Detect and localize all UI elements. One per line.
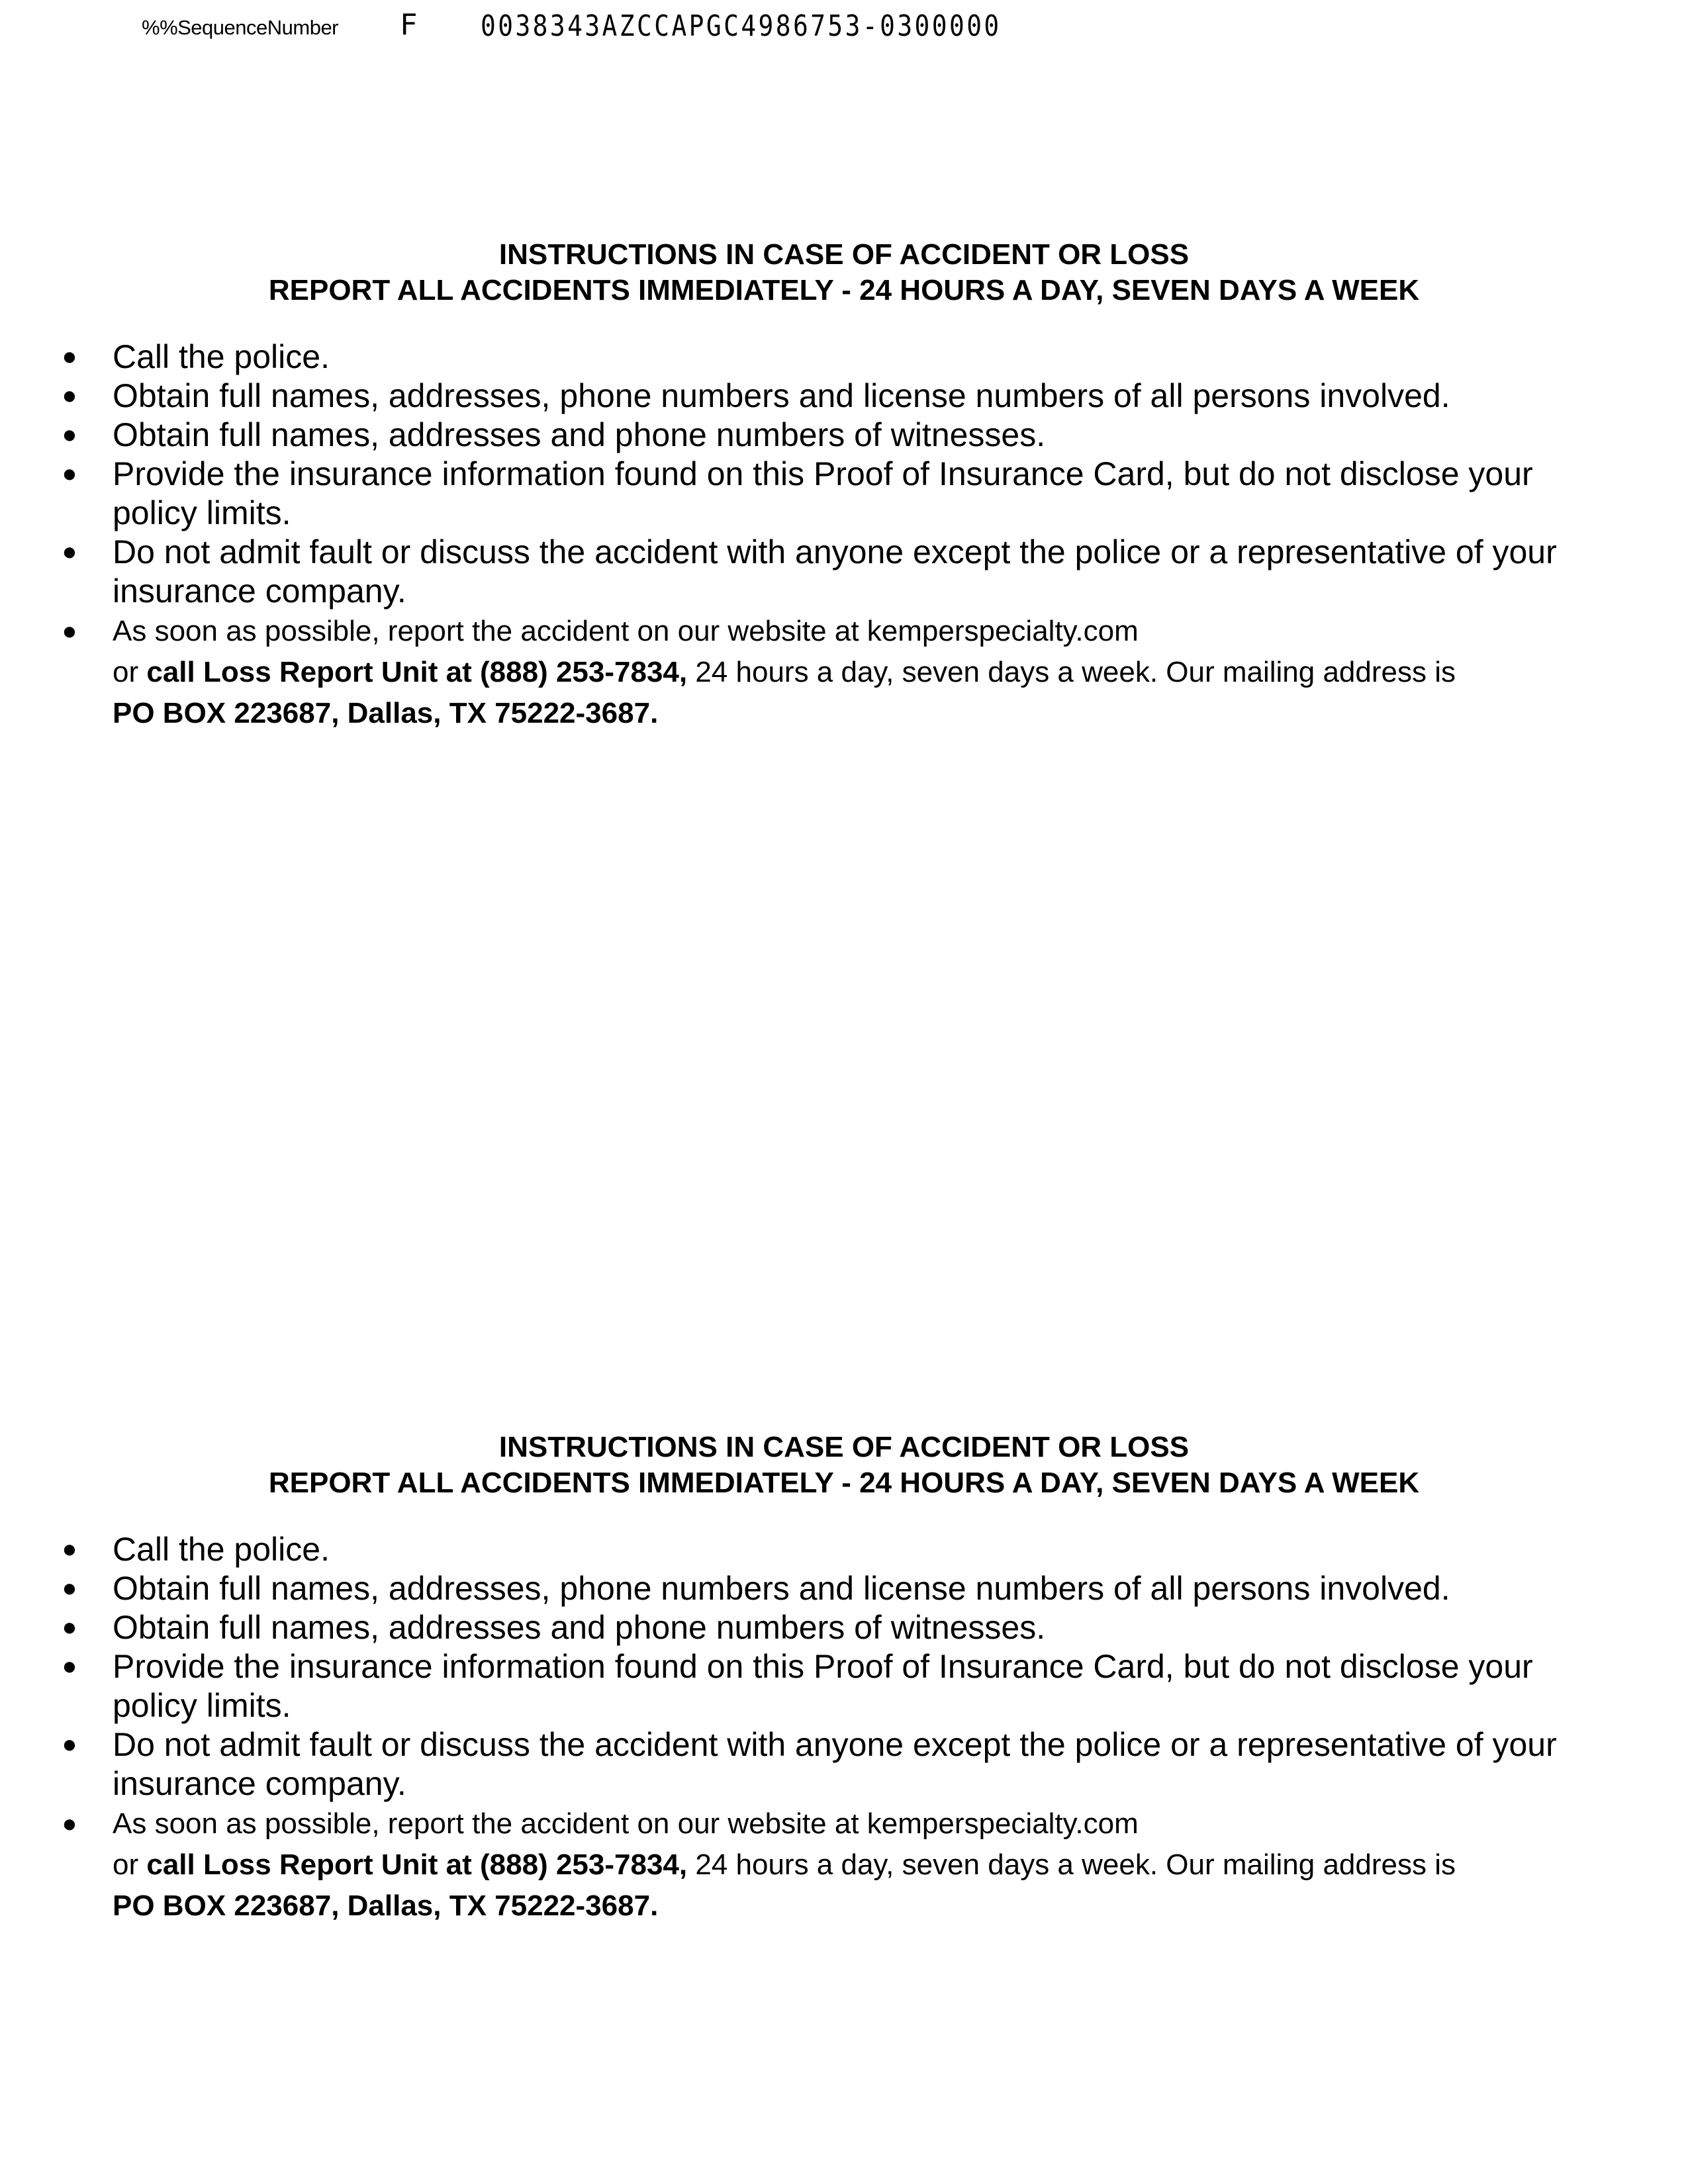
bullet-icon: ● <box>62 1574 77 1602</box>
list-item <box>0 1530 1688 1569</box>
loss-report-phone: call Loss Report Unit at (888) 253-7834, <box>146 1848 688 1881</box>
bullet-icon: ● <box>62 421 77 449</box>
bullet-icon: ● <box>62 343 77 371</box>
list-item <box>0 455 1688 533</box>
instructions-list <box>0 1530 1688 1927</box>
mailing-address: PO BOX 223687, Dallas, TX 75222-3687. <box>113 1889 659 1922</box>
report-website-line: As soon as possible, report the accident on our website at kemperspecialty.com <box>113 1807 1139 1840</box>
list-item-text: Obtain full names, addresses, phone numbers and license numbers of all persons involved. <box>113 377 1450 414</box>
list-item-text: Provide the insurance information found on this Proof of Insurance Card, but do not disclose your policy limits. <box>113 455 1533 531</box>
sequence-number-label: %%SequenceNumber <box>142 16 339 39</box>
list-item <box>0 533 1688 611</box>
bullet-icon: ● <box>62 1535 77 1563</box>
list-item <box>0 1569 1688 1608</box>
report-list-item <box>0 1803 1688 1927</box>
report-phone-line <box>113 1844 1595 1886</box>
bullet-icon: ● <box>62 1731 77 1758</box>
or-text: or <box>113 1848 147 1881</box>
list-item <box>0 1725 1688 1803</box>
list-item <box>0 1647 1688 1725</box>
sequence-code: 0038343AZCCAPGC4986753-0300000 <box>481 9 1002 43</box>
bullet-icon: ● <box>62 1614 77 1641</box>
sequence-flag: F <box>400 8 418 42</box>
instructions-title: INSTRUCTIONS IN CASE OF ACCIDENT OR LOSS <box>498 1431 1190 1463</box>
list-item-text: Provide the insurance information found on this Proof of Insurance Card, but do not disclose your policy limits. <box>113 1648 1533 1724</box>
loss-report-phone: call Loss Report Unit at (888) 253-7834, <box>146 656 688 688</box>
instructions-subtitle: REPORT ALL ACCIDENTS IMMEDIATELY - 24 HOURS A DAY, SEVEN DAYS A WEEK <box>268 1467 1420 1499</box>
instructions-card-bottom <box>0 1430 1688 1927</box>
list-item-text: Obtain full names, addresses, phone numbers and license numbers of all persons involved. <box>113 1570 1450 1607</box>
hours-text: 24 hours a day, seven days a week. Our mailing address is <box>687 656 1456 688</box>
list-item <box>0 338 1688 377</box>
list-item-text: Obtain full names, addresses and phone numbers of witnesses. <box>113 1609 1046 1646</box>
report-phone-line <box>113 652 1595 693</box>
instructions-list <box>0 338 1688 734</box>
list-item-text: Do not admit fault or discuss the accident with anyone except the police or a representative of your insurance company. <box>113 533 1557 610</box>
list-item <box>0 1608 1688 1647</box>
bullet-icon: ● <box>62 1810 77 1838</box>
report-website-line: As soon as possible, report the accident on our website at kemperspecialty.com <box>113 615 1139 647</box>
instructions-subtitle: REPORT ALL ACCIDENTS IMMEDIATELY - 24 HOURS A DAY, SEVEN DAYS A WEEK <box>268 274 1420 306</box>
instructions-title: INSTRUCTIONS IN CASE OF ACCIDENT OR LOSS <box>498 238 1190 271</box>
bullet-icon: ● <box>62 460 77 488</box>
mailing-address: PO BOX 223687, Dallas, TX 75222-3687. <box>113 697 659 729</box>
list-item <box>0 416 1688 455</box>
bullet-icon: ● <box>62 382 77 410</box>
or-text: or <box>113 656 147 688</box>
list-item-text: Call the police. <box>113 1531 330 1568</box>
list-item-text: Do not admit fault or discuss the accident with anyone except the police or a representative of your insurance company. <box>113 1726 1557 1802</box>
document-header <box>0 5 1688 45</box>
list-item-text: Call the police. <box>113 338 330 375</box>
bullet-icon: ● <box>62 1653 77 1680</box>
instructions-card-top <box>0 237 1688 734</box>
list-item-text: Obtain full names, addresses and phone numbers of witnesses. <box>113 416 1046 453</box>
bullet-icon: ● <box>62 617 77 645</box>
bullet-icon: ● <box>62 538 77 566</box>
list-item <box>0 377 1688 416</box>
report-list-item <box>0 611 1688 734</box>
hours-text: 24 hours a day, seven days a week. Our mailing address is <box>687 1848 1456 1881</box>
